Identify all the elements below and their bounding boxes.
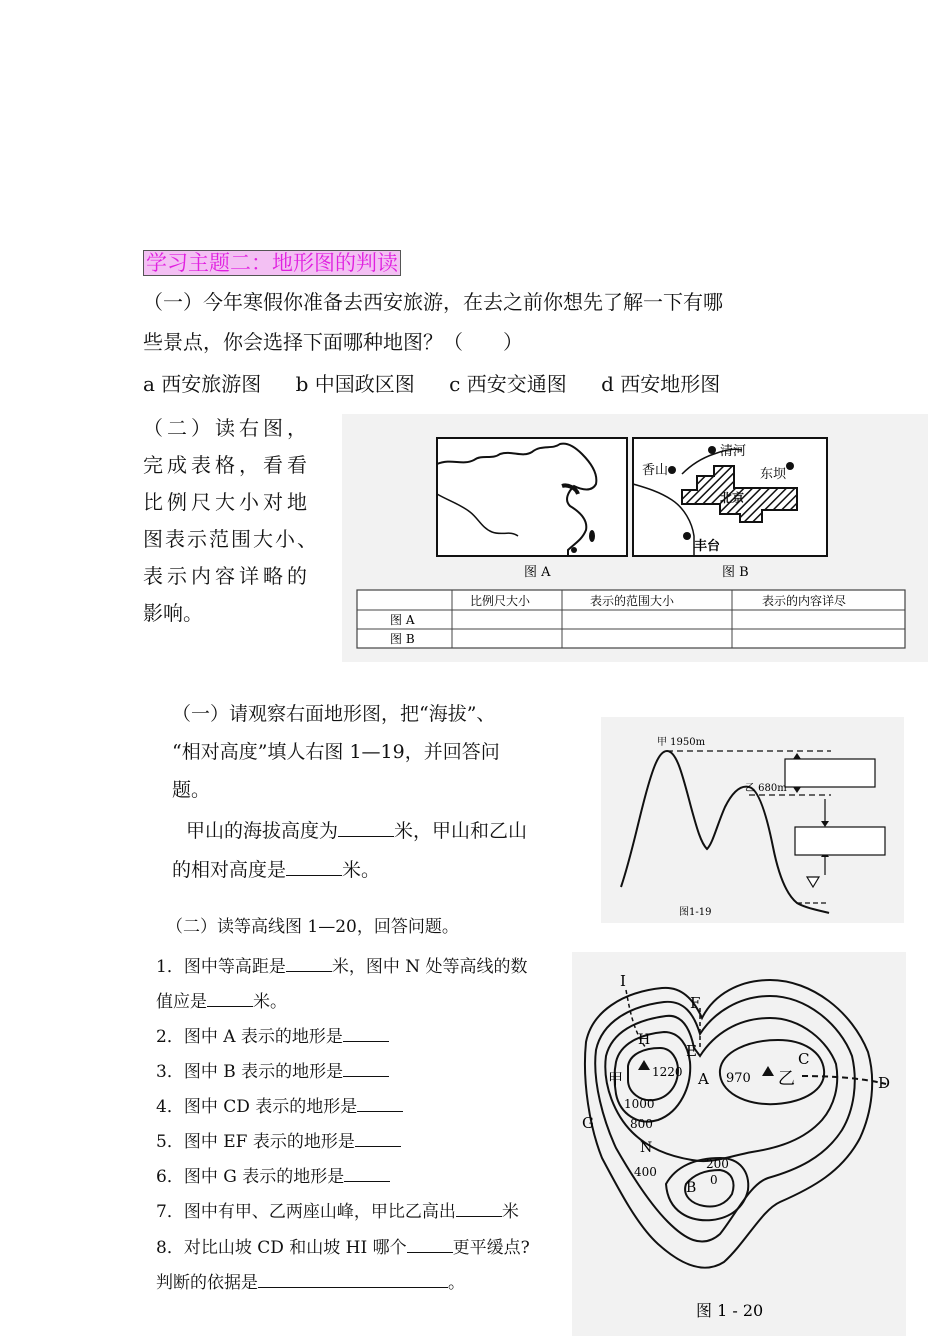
fig19-peak-a-label: 甲 1950m <box>657 737 706 748</box>
q4-item-5: 5．图中 EF 表示的地形是 <box>156 1128 401 1153</box>
label-B: B <box>686 1180 697 1196</box>
q4-item-8: 8．对比山坡 CD 和山坡 HI 哪个 更平缓点? <box>156 1234 530 1259</box>
contour-label-400: 400 <box>634 1165 657 1179</box>
label-dongba: 东坝 <box>760 467 787 482</box>
q4-blank-a[interactable] <box>343 1023 389 1042</box>
peak-jia-name: 甲 <box>608 1070 624 1088</box>
label-qinghe: 清河 <box>720 444 747 459</box>
fig20-svg <box>572 952 906 1336</box>
qinghe-dot <box>708 446 716 454</box>
label-H: H <box>638 1032 651 1048</box>
q3-line2: “相对高度”填人右图 1—19，并回答问 <box>172 741 500 763</box>
map-a-island <box>589 530 595 542</box>
q4-blank-reason[interactable] <box>258 1269 448 1288</box>
contour-label-1000: 1000 <box>624 1097 655 1111</box>
q4-item-8b: 判断的依据是 。 <box>156 1269 465 1294</box>
ab-table-header-detail: 表示的内容详尽 <box>762 594 847 608</box>
q3-fill2: 的相对高度是 米。 <box>172 859 381 881</box>
contour-label-200: 200 <box>706 1157 729 1171</box>
ab-table-header-scale: 比例尺大小 <box>470 594 531 608</box>
peak-yi-triangle <box>762 1066 774 1076</box>
figure-ab <box>342 414 928 662</box>
q4-item-6: 6．图中 G 表示的地形是 <box>156 1163 390 1188</box>
q4-intro: （二）读等高线图 1—20，回答问题。 <box>166 917 459 937</box>
figure-1-19 <box>601 717 904 923</box>
fig19-peak-b-label: 乙 680m <box>745 783 787 794</box>
q1-option-d[interactable]: d 西安地形图 <box>601 372 721 396</box>
q4-item-7: 7．图中有甲、乙两座山峰，甲比乙高出 米 <box>156 1198 519 1223</box>
fig19-sea-level-mark <box>807 877 819 887</box>
map-b-caption: 图 B <box>722 565 749 580</box>
q4-blank-ef[interactable] <box>355 1128 401 1147</box>
contour-label-0: 0 <box>710 1173 718 1187</box>
q1-line1: （一）今年寒假你准备去西安旅游，在去之前你想先了解一下有哪 <box>143 290 723 314</box>
q1-option-a[interactable]: a 西安旅游图 <box>143 372 262 396</box>
q2-line5: 表示内容详略的 <box>143 564 311 588</box>
label-G: G <box>582 1114 594 1132</box>
label-D: D <box>878 1074 891 1092</box>
fig20-caption: 图 1 - 20 <box>696 1301 764 1320</box>
peak-yi-name: 乙 <box>778 1069 795 1089</box>
q4-blank-n[interactable] <box>207 988 253 1007</box>
map-a-caption: 图 A <box>524 565 551 580</box>
fig19-box-lower[interactable] <box>795 827 885 855</box>
map-a-hainan <box>571 547 577 553</box>
q3-blank2[interactable] <box>286 857 342 876</box>
q2-line3: 比例尺大小对地 <box>143 490 311 514</box>
q2-line6: 影响。 <box>143 601 203 625</box>
topic-title: 学习主题二：地形图的判读 <box>143 250 401 276</box>
q3-line3: 题。 <box>172 779 211 801</box>
q4-blank-b[interactable] <box>343 1058 389 1077</box>
fig19-svg <box>601 717 904 923</box>
peak-jia-triangle <box>638 1060 650 1070</box>
fengtai-dot <box>683 532 691 540</box>
q2-line1: （二）读右图， <box>143 416 311 440</box>
q4-blank-cd[interactable] <box>357 1093 403 1112</box>
q4-item-4: 4．图中 CD 表示的地形是 <box>156 1093 403 1118</box>
ab-table-row-a: 图 A <box>390 613 415 627</box>
xiangshan-dot <box>668 466 676 474</box>
map-a-frame <box>437 438 627 556</box>
slope-cd <box>802 1076 886 1084</box>
peak-jia-value: 1220 <box>652 1065 683 1079</box>
q4-item-2: 2．图中 A 表示的地形是 <box>156 1023 389 1048</box>
q4-blank-height-diff[interactable] <box>456 1198 502 1217</box>
ab-table-row-b: 图 B <box>390 632 415 646</box>
q1-options <box>143 372 720 396</box>
label-A: A <box>698 1070 709 1088</box>
label-N: N <box>640 1140 653 1156</box>
q4-blank-g[interactable] <box>344 1163 390 1182</box>
label-E: E <box>686 1042 697 1060</box>
peak-yi-value: 970 <box>726 1071 751 1086</box>
label-xiangshan: 香山 <box>642 463 669 478</box>
q4-item-3: 3．图中 B 表示的地形是 <box>156 1058 389 1083</box>
q1-line2: 些景点，你会选择下面哪种地图？（ ） <box>143 330 523 354</box>
fig19-caption: 图1-19 <box>679 907 712 918</box>
label-F: F <box>690 994 701 1012</box>
q3-line1: （一）请观察右面地形图，把“海拔”、 <box>172 703 496 725</box>
figure-ab-svg <box>342 414 928 662</box>
q2-line4: 图表示范围大小、 <box>143 527 319 551</box>
q4-item-1: 1．图中等高距是 米，图中 N 处等高线的数 <box>156 953 528 978</box>
fig19-box-upper[interactable] <box>785 759 875 787</box>
figure-1-20 <box>572 952 906 1336</box>
label-C: C <box>798 1050 810 1068</box>
q1-option-c[interactable]: c 西安交通图 <box>449 372 567 396</box>
q4-blank-gentle[interactable] <box>407 1234 453 1253</box>
q3-fill1: 甲山的海拔高度为 米，甲山和乙山 <box>186 820 528 842</box>
label-I: I <box>620 972 626 990</box>
label-beijing: 北京 <box>720 491 745 505</box>
q1-option-b[interactable]: b 中国政区图 <box>295 372 415 396</box>
q4-blank-interval[interactable] <box>286 953 332 972</box>
q4-item-1b: 值应是 米。 <box>156 988 287 1013</box>
q2-line2: 完成表格，看看 <box>143 453 311 477</box>
contour-outer <box>585 980 872 1268</box>
ab-table-header-range: 表示的范围大小 <box>590 594 675 608</box>
contour-label-800: 800 <box>630 1117 653 1131</box>
label-fengtai: 丰台 <box>694 539 721 554</box>
dongba-dot <box>786 462 794 470</box>
q3-blank1[interactable] <box>338 818 394 837</box>
